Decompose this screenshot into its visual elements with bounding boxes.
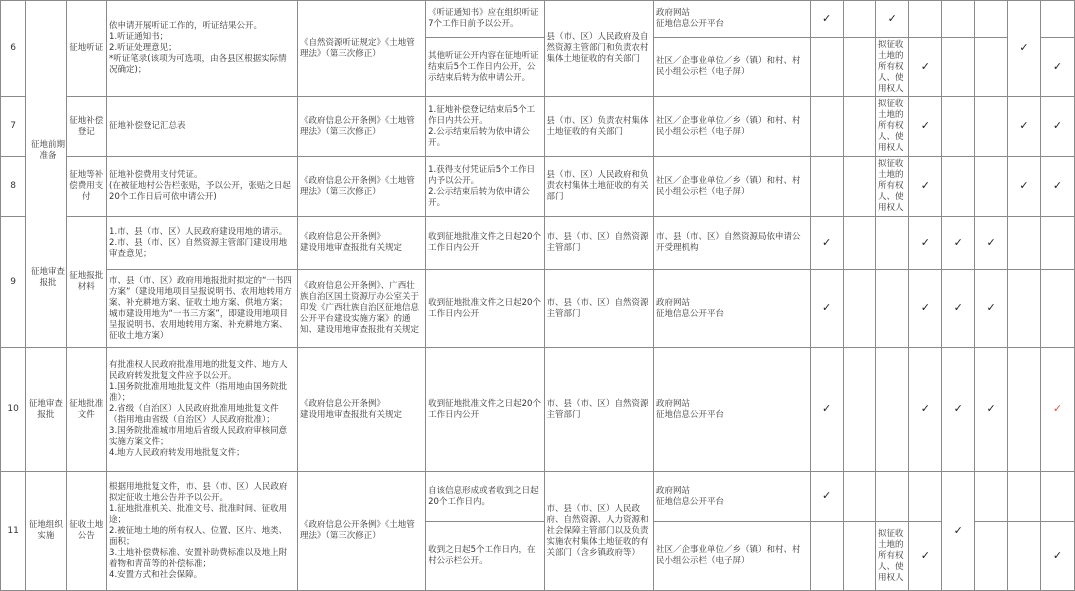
stage-cell <box>26 1 66 348</box>
attr-cell <box>975 97 1008 157</box>
attr-cell <box>909 270 942 348</box>
attr-cell <box>876 348 909 472</box>
basis-cell: 《政府信息公开条例》 建设用地审查报批有关规定 <box>298 348 426 472</box>
check-icon: ✓ <box>920 119 930 132</box>
attr-cell <box>975 348 1008 472</box>
row-number: 7 <box>1 97 26 157</box>
check-icon: ✓ <box>822 235 832 249</box>
subitem-cell: 征地听证 <box>66 1 106 97</box>
channel-cell: 市、县（市、区）自然资源局依申请公开受理机构 <box>653 217 810 270</box>
attr-cell <box>975 157 1008 217</box>
attr-cell <box>1008 1 1041 97</box>
row-number: 11 <box>1 472 26 591</box>
attr-cell <box>1040 217 1074 270</box>
attr-cell <box>1040 1 1074 38</box>
check-icon: ✓ <box>822 11 832 25</box>
check-icon: ✓ <box>953 523 963 537</box>
time-cell: 收到征地批准文件之日起20个工作日内公开 <box>426 217 544 270</box>
attr-cell <box>810 522 843 591</box>
subitem-cell: 征地补偿登记 <box>66 97 106 157</box>
check-icon: ✓ <box>920 548 930 562</box>
attr-cell <box>909 522 942 591</box>
check-icon: ✓ <box>822 489 832 502</box>
check-icon: ✓ <box>1052 179 1063 192</box>
check-icon: ✓ <box>1052 402 1063 415</box>
channel-cell: 社区／企事业单位／乡（镇）和村、村民小组公示栏（电子屏） <box>653 97 810 157</box>
basis-cell: 《自然资源听证规定》《土地管理法》（第三次修正） <box>298 1 426 97</box>
basis-cell: 《政府信息公开条例》 建设用地审查报批有关规定 <box>298 217 426 270</box>
attr-cell <box>1040 38 1074 97</box>
time-cell: 《听证通知书》应在组织听证7个工作日前予以公开。 <box>426 1 544 38</box>
time-cell: 收到之日起5个工作日内，在村公示栏公开。 <box>426 522 544 591</box>
attr-cell <box>810 97 843 157</box>
attr-cell <box>1008 217 1041 270</box>
check-icon: ✓ <box>953 235 963 249</box>
check-icon: ✓ <box>986 235 996 249</box>
subject-cell: 县（市、区）负责农村集体土地征收的有关部门 <box>544 97 653 157</box>
check-icon: ✓ <box>1052 119 1063 132</box>
check-icon: ✓ <box>887 11 897 25</box>
attr-cell <box>909 217 942 270</box>
attr-cell <box>843 97 875 157</box>
subitem-cell: 征地等补偿费用支付 <box>66 157 106 217</box>
attr-cell <box>909 1 942 38</box>
check-icon: ✓ <box>920 402 930 415</box>
target-cell: 拟征收土地的所有权人、使用权人 <box>876 97 909 157</box>
attr-cell <box>909 97 942 157</box>
check-icon: ✓ <box>1052 548 1063 562</box>
basis-cell: 《政府信息公开条例》《土地管理法》（第三次修正） <box>298 97 426 157</box>
attr-cell <box>1008 157 1041 217</box>
time-cell: 1.获得支付凭证后5个工作日内予以公开。 2.公示结束后转为依申请公开。 <box>426 157 544 217</box>
stage-cell: 征地审查报批 <box>26 348 66 472</box>
target-cell: 拟征收土地的所有权人、使用权人 <box>876 38 909 97</box>
check-icon: ✓ <box>986 301 996 314</box>
attr-cell <box>975 270 1008 348</box>
attr-cell <box>876 1 909 38</box>
check-icon: ✓ <box>822 301 832 314</box>
attr-cell <box>942 270 975 348</box>
attr-cell <box>810 270 843 348</box>
attr-cell <box>942 217 975 270</box>
attr-cell <box>810 217 843 270</box>
row-number: 6 <box>1 1 26 97</box>
attr-cell <box>1040 522 1074 591</box>
content-cell: 征地补偿登记汇总表 <box>107 97 298 157</box>
attr-cell <box>975 217 1008 270</box>
attr-cell <box>1008 472 1041 522</box>
check-icon: ✓ <box>920 59 930 73</box>
basis-cell: 《政府信息公开条例》《土地管理法》（第三次修正） <box>298 157 426 217</box>
attr-cell <box>1008 270 1041 348</box>
time-cell: 其他听证公开内容在征地听证结束后5个工作日内公开，公示结束后转为依申请公开。 <box>426 38 544 97</box>
attr-cell <box>843 472 875 522</box>
attr-cell <box>975 522 1008 591</box>
subject-cell: 市、县（市、区）自然资源主管部门 <box>544 270 653 348</box>
stage-cell: 征地组织实施 <box>26 472 66 591</box>
attr-cell <box>942 157 975 217</box>
attr-cell <box>843 38 875 97</box>
attr-cell <box>843 217 875 270</box>
subitem-cell: 征收土地公告 <box>66 472 106 591</box>
target-cell: 拟征收土地的所有权人、使用权人 <box>876 157 909 217</box>
time-cell: 1.征地补偿登记结束后5个工作日内共公开。 2.公示结束后转为依申请公开。 <box>426 97 544 157</box>
time-cell: 收到征地批准文件之日起20个工作日内公开 <box>426 348 544 472</box>
channel-cell: 政府网站 征地信息公开平台 <box>653 348 810 472</box>
subject-cell: 县（市、区）人民政府和负责农村集体土地征收的有关部门 <box>544 157 653 217</box>
subject-cell: 县（市、区）人民政府及自然资源主管部门和负责农村集体土地征收的有关部门 <box>544 1 653 97</box>
row-number: 8 <box>1 157 26 217</box>
attr-cell <box>909 38 942 97</box>
subitem-cell: 征地报批材料 <box>66 217 106 348</box>
attr-cell <box>810 472 843 522</box>
attr-cell <box>975 1 1008 38</box>
check-icon: ✓ <box>953 301 963 314</box>
basis-cell: 《政府信息公开条例》、广西壮族自治区国土资源厅办公室关于印发《广西壮族自治区征地信息公开平台建设实施方案》的通知、建设用地审查报批有关规定 <box>298 270 426 348</box>
subject-cell: 市、县（市、区）自然资源主管部门 <box>544 348 653 472</box>
attr-cell <box>1040 157 1074 217</box>
content-cell: 征地补偿费用支付凭证。 (在被征地村公告栏张贴，予以公开，张贴之日起20个工作日后可依申请公开) <box>107 157 298 217</box>
attr-cell <box>975 472 1008 522</box>
check-icon: ✓ <box>1052 59 1063 73</box>
target-cell: 拟征收土地的所有权人、使用权人 <box>876 522 909 591</box>
attr-cell <box>1040 270 1074 348</box>
check-icon: ✓ <box>986 402 996 415</box>
subject-cell: 市、县（市、区）自然资源主管部门 <box>544 217 653 270</box>
check-icon: ✓ <box>920 179 930 192</box>
attr-cell <box>1008 522 1041 591</box>
row-number: 9 <box>1 217 26 348</box>
attr-cell <box>876 472 909 522</box>
attr-cell <box>876 217 909 270</box>
time-cell: 自该信息形成或者收到之日起20个工作日内。 <box>426 472 544 522</box>
content-cell: 依申请开展听证工作的，听证结果公开。 1.听证通知书； 2.听证处理意见； *听证笔录(该项为可选项，由各县区根据实际情况确定)； <box>107 1 298 97</box>
time-cell: 收到征地批准文件之日起20个工作日内公开 <box>426 270 544 348</box>
content-cell: 市、县（市、区）政府用地报批时拟定的“一书四方案”（建设用地项目呈报说明书、农用地转用方案、补充耕地方案、征收土地方案、供地方案；城市建设用地为“一书三方案”，即建设用地项目呈报说明书、农用地转用方案、补充耕地方案、征收土地方案） <box>107 270 298 348</box>
attr-cell <box>810 38 843 97</box>
subitem-cell: 征地批准文件 <box>66 348 106 472</box>
channel-cell: 政府网站 征地信息公开平台 <box>653 472 810 522</box>
attr-cell <box>843 1 875 38</box>
attr-cell <box>1040 97 1074 157</box>
check-icon: ✓ <box>1019 119 1029 132</box>
subject-cell: 市、县（市、区）人民政府、自然资源、人力资源和社会保障主管部门以及负责实施农村集体土地征收的有关部门（含乡镇政府等） <box>544 472 653 591</box>
attr-cell <box>843 522 875 591</box>
stage-label-prep: 征地前期准备 <box>30 140 65 161</box>
check-icon: ✓ <box>920 301 930 314</box>
attr-cell <box>942 348 975 472</box>
attr-cell <box>843 270 875 348</box>
attr-cell <box>843 157 875 217</box>
attr-cell <box>942 1 975 38</box>
content-cell: 有批准权人民政府批准用地的批复文件、地方人民政府转发批复文件应予以公开。 1.国务院批准用地批复文件（指用地由国务院批准）； 2.省级（自治区）人民政府批准用地批复文件（指用地由省级（自治区）人民政府批准）； 3.国务院批准城市用地后省级人民政府审核同意实施方案文件； 4.地方人民政府转发用地批复文件； <box>107 348 298 472</box>
attr-cell <box>810 1 843 38</box>
channel-cell: 社区／企事业单位／乡（镇）和村、村民小组公示栏（电子屏） <box>653 522 810 591</box>
check-icon: ✓ <box>1019 179 1029 192</box>
attr-cell <box>942 97 975 157</box>
attr-cell <box>909 472 942 522</box>
channel-cell: 社区／企事业单位／乡（镇）和村、村民小组公示栏（电子屏） <box>653 38 810 97</box>
attr-cell <box>810 348 843 472</box>
attr-cell <box>909 157 942 217</box>
attr-cell <box>1008 348 1041 472</box>
attr-cell <box>1008 97 1041 157</box>
check-icon: ✓ <box>1019 41 1029 54</box>
attr-cell <box>843 348 875 472</box>
attr-cell <box>942 38 975 97</box>
attr-cell <box>1040 348 1074 472</box>
attr-cell <box>942 472 975 591</box>
attr-cell <box>876 270 909 348</box>
content-cell: 1.市、县（市、区）人民政府建设用地的请示。 2.市、县（市、区）自然资源主管部门建设用地审查意见； <box>107 217 298 270</box>
stage-label-review: 征地审查报批 <box>30 267 65 288</box>
attr-cell <box>975 38 1008 97</box>
attr-cell <box>909 348 942 472</box>
attr-cell <box>1040 472 1074 522</box>
row-number: 10 <box>1 348 26 472</box>
basis-cell: 《政府信息公开条例》《土地管理法》（第三次修正） <box>298 472 426 591</box>
check-icon: ✓ <box>953 402 963 415</box>
content-cell: 根据用地批复文件，市、县（市、区）人民政府拟定征收土地公告并予以公开。 1.征地批准机关、批准文号、批准时间、征收用途； 2.被征地土地的所有权人、位置、区片、地类、面积； 3.土地补偿费标准、安置补助费标准以及地上附着物和青苗等的补偿标准； 4.安置方式和社会保障。 <box>107 472 298 591</box>
channel-cell: 政府网站 征地信息公开平台 <box>653 270 810 348</box>
attr-cell <box>810 157 843 217</box>
channel-cell: 社区／企事业单位／乡（镇）和村、村民小组公示栏（电子屏） <box>653 157 810 217</box>
check-icon: ✓ <box>822 402 832 415</box>
check-icon: ✓ <box>920 235 930 249</box>
channel-cell: 政府网站 征地信息公开平台 <box>653 1 810 38</box>
